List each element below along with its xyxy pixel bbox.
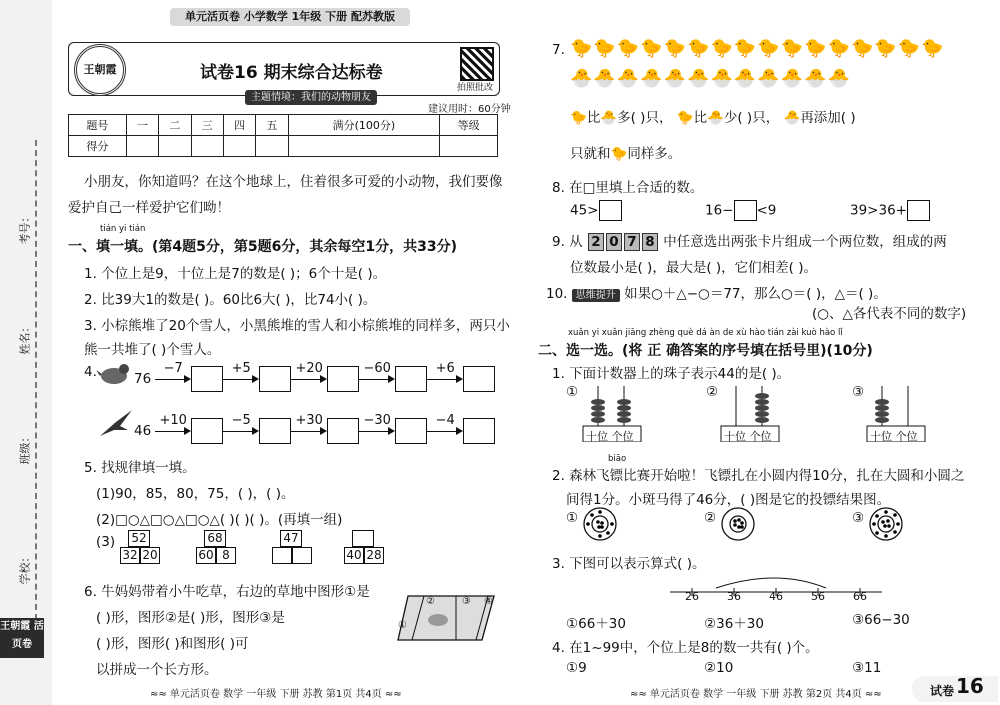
arrow: +6 xyxy=(427,367,463,391)
time-hint: 建议用时：60分钟 xyxy=(428,104,511,115)
s2q4-option-2[interactable]: ②10 xyxy=(704,660,734,676)
score-header: 四 xyxy=(223,115,255,136)
tick-label: 66 xyxy=(853,590,867,603)
q8-a: 45> xyxy=(570,200,622,221)
q10-line: 10. 思维提升 如果○＋△−○＝77，那么○＝( )，△＝( )。 xyxy=(546,286,887,302)
answer-box[interactable] xyxy=(259,418,291,444)
tick-label: 46 xyxy=(769,590,783,603)
q6-line2: ( )形，图形②是( )形，图形③是 xyxy=(96,610,285,626)
section1-pinyin: tián yi tián xyxy=(100,224,146,234)
answer-box[interactable] xyxy=(327,366,359,392)
digit-card: 7 xyxy=(624,233,640,251)
digit-card: 8 xyxy=(642,233,658,251)
option-label: ③ xyxy=(852,384,865,400)
chick-row: 🐣🐣🐣🐣🐣🐣🐣🐣🐣🐣🐣🐣 xyxy=(570,68,851,89)
qr-label: 拍照批改 xyxy=(457,83,494,93)
answer-box[interactable] xyxy=(395,366,427,392)
answer-box[interactable] xyxy=(463,418,495,444)
intro-line-2: 爱护自己一样爱护它们呦！ xyxy=(68,200,230,216)
footer-right: ≈≈ 单元活页卷 数学 一年级 下册 苏教 第2页 共4页 ≈≈ xyxy=(630,689,882,700)
arrow: +20 xyxy=(291,367,327,391)
s2q3-option-2[interactable]: ②36＋30 xyxy=(704,616,764,632)
q7-line1: 🐤比🐣多( )只， 🐤比🐣少( )只， 🐣再添加( ) xyxy=(570,110,856,126)
tick-label: 56 xyxy=(811,590,825,603)
exam-title: 试卷16 期末综合达标卷 xyxy=(200,63,383,83)
score-cell[interactable] xyxy=(191,136,223,157)
side-field-class: 班级： xyxy=(18,431,32,465)
side-field-name: 姓名： xyxy=(18,321,32,355)
q5-b: (2)□○△□○△□○△( )( )( )。(再填一组) xyxy=(96,512,343,528)
chick-icon: 🐣 xyxy=(783,110,801,126)
option-label: ① xyxy=(566,384,579,400)
arrow: +5 xyxy=(223,367,259,391)
s2q2-line1: 2. 森林飞镖比赛开始啦！飞镖扎在小圆内得10分，扎在大圆和小圆之 xyxy=(552,468,965,484)
q2: 2. 比39大1的数是( )。60比6大( )，比74小( )。 xyxy=(84,292,377,308)
score-header: 题号 xyxy=(69,115,127,136)
score-header: 一 xyxy=(126,115,158,136)
s2q3-option-1[interactable]: ①66＋30 xyxy=(566,616,626,632)
place-label: 十位 个位 xyxy=(724,430,772,443)
number-tree-1: 52 32 20 xyxy=(120,530,160,564)
answer-box[interactable] xyxy=(259,366,291,392)
tick-label: 36 xyxy=(727,590,741,603)
arrow: −60 xyxy=(359,367,395,391)
swallow-icon xyxy=(98,408,134,444)
option-label: ③ xyxy=(852,510,865,526)
score-header: 三 xyxy=(191,115,223,136)
thinking-badge: 思维提升 xyxy=(572,289,620,302)
side-binding-line xyxy=(35,140,41,620)
region-label-4: ④ xyxy=(484,596,493,607)
arrow: +10 xyxy=(155,419,191,443)
q7-line2: 只就和🐤同样多。 xyxy=(570,146,682,162)
q3-line2: 熊一共堆了( )个雪人。 xyxy=(84,342,221,358)
digit-card: 0 xyxy=(606,233,622,251)
s2q2-pinyin: biāo xyxy=(608,454,627,464)
section1-title: 一、填一填。(第4题5分，第5题6分，其余每空1分，共33分) xyxy=(68,239,457,255)
option-label: ① xyxy=(566,510,579,526)
s2q3-option-3[interactable]: ③66−30 xyxy=(852,612,910,628)
q8-title: 8. 在□里填上合适的数。 xyxy=(552,180,704,196)
duck-icon: 🐤 xyxy=(570,110,587,126)
q4-chain-1 xyxy=(134,361,495,392)
bird-icon xyxy=(96,360,132,392)
q6-line3: ( )形，图形( )和图形( )可 xyxy=(96,636,249,652)
side-field-school: 学校： xyxy=(18,551,32,585)
option-label: ② xyxy=(704,510,717,526)
score-table xyxy=(68,114,498,157)
arrow: −4 xyxy=(427,419,463,443)
answer-box[interactable] xyxy=(734,200,757,221)
score-cell[interactable] xyxy=(126,136,158,157)
footer-left: ≈≈ 单元活页卷 数学 一年级 下册 苏教 第1页 共4页 ≈≈ xyxy=(150,689,402,700)
arrow: −5 xyxy=(223,419,259,443)
region-label-2: ② xyxy=(426,596,435,607)
duck-icon: 🐤 xyxy=(676,110,694,126)
number-tree-4: 40 28 xyxy=(344,530,384,564)
q8-c: 39>36+ xyxy=(850,200,930,221)
s2q2-line2: 间得1分。小斑马得了46分，( )图是它的投镖结果图。 xyxy=(566,492,891,508)
arrow: −7 xyxy=(155,367,191,391)
answer-box[interactable] xyxy=(191,366,223,392)
s2q3-text: 3. 下图可以表示算式( )。 xyxy=(552,556,706,572)
chick-icon: 🐣 xyxy=(600,110,618,126)
tree-blank[interactable] xyxy=(352,530,374,547)
dart-board-3[interactable] xyxy=(868,506,904,546)
score-header: 满分(100分) xyxy=(288,115,440,136)
q9-line2: 位数最小是( )，最大是( )，它们相差( )。 xyxy=(570,260,817,276)
q1: 1. 个位上是9，十位上是7的数是( )；6个十是( )。 xyxy=(84,266,387,282)
answer-box[interactable] xyxy=(463,366,495,392)
s2q4-text: 4. 在1~99中，个位上是8的数一共有( )个。 xyxy=(552,640,819,656)
q10-note: (○、△各代表不同的数字) xyxy=(812,306,967,322)
side-field-exam-no: 考号： xyxy=(18,211,32,245)
chick-icon: 🐣 xyxy=(707,110,724,126)
score-header: 等级 xyxy=(440,115,498,136)
arrow: −30 xyxy=(359,419,395,443)
score-header: 二 xyxy=(159,115,191,136)
qr-code[interactable] xyxy=(460,47,494,81)
side-tab: 王朝霞 活页卷 xyxy=(0,618,44,658)
option-label: ② xyxy=(706,384,719,400)
score-cell[interactable] xyxy=(159,136,191,157)
corner-label: 试卷 xyxy=(930,684,955,698)
region-label-1: ① xyxy=(398,620,407,631)
grassland-figure xyxy=(396,592,496,648)
q9-line1: 9. 从 2 0 7 8 中任意选出两张卡片组成一个两位数，组成的两 xyxy=(552,234,947,250)
duck-icon: 🐤 xyxy=(610,146,628,162)
dart-board-2[interactable] xyxy=(720,506,756,546)
q5-c-label: (3) xyxy=(96,534,116,550)
section2-title: 二、选一选。(将 正 确答案的序号填在括号里)(10分) xyxy=(538,343,873,359)
score-header: 五 xyxy=(256,115,288,136)
s2q4-option-1[interactable]: ①9 xyxy=(566,660,587,676)
score-row-label: 得分 xyxy=(69,136,127,157)
top-banner: 单元活页卷 小学数学 1年级 下册 配苏教版 xyxy=(170,8,410,26)
tick-label: 26 xyxy=(685,590,699,603)
q5-title: 5. 找规律填一填。 xyxy=(84,460,196,476)
answer-box[interactable] xyxy=(327,418,359,444)
answer-box[interactable] xyxy=(191,418,223,444)
section2-pinyin: xuǎn yi xuǎn jiāng zhèng què dá àn de xù hào tián zài kuò hào lǐ xyxy=(568,328,843,338)
q4-start-1: 76 xyxy=(134,371,152,387)
digit-card: 2 xyxy=(588,233,604,251)
q6-line1: 6. 牛妈妈带着小牛吃草，右边的草地中图形①是 xyxy=(84,584,370,600)
corner-number: 16 xyxy=(956,674,984,698)
q7-label: 7. xyxy=(552,42,565,58)
answer-box[interactable] xyxy=(599,200,622,221)
place-label: 十位 个位 xyxy=(586,430,634,443)
q3-line1: 3. 小棕熊堆了20个雪人，小黑熊堆的雪人和小棕熊堆的同样多，两只小 xyxy=(84,318,510,334)
score-cell[interactable] xyxy=(223,136,255,157)
logo: 王朝霞 xyxy=(74,44,126,96)
theme-badge: 主题情境：我们的动物朋友 xyxy=(245,90,377,105)
tree-blank[interactable] xyxy=(272,547,292,564)
dart-board-1[interactable] xyxy=(582,506,618,546)
q8-b: 16− <9 xyxy=(705,200,776,221)
s2q4-option-3[interactable]: ③11 xyxy=(852,660,882,676)
number-tree-3: 47 xyxy=(272,530,312,564)
s2q1-text: 1. 下面计数器上的珠子表示44的是( )。 xyxy=(552,366,791,382)
corner-badge xyxy=(912,676,998,702)
q5-a: (1)90，85，80，75，( )，( )。 xyxy=(96,486,295,502)
duck-row-1: 🐤🐤🐤🐤🐤🐤🐤🐤🐤🐤🐤🐤🐤🐤🐤🐤 xyxy=(570,38,945,59)
q4-label: 4. xyxy=(84,364,97,380)
answer-box[interactable] xyxy=(395,418,427,444)
q6-line4: 以拼成一个长方形。 xyxy=(96,662,218,678)
q4-chain-2 xyxy=(134,413,495,444)
arrow: +30 xyxy=(291,419,327,443)
number-tree-2: 68 60 8 xyxy=(196,530,236,564)
q4-start-2: 46 xyxy=(134,423,152,439)
tree-blank[interactable] xyxy=(292,547,312,564)
score-cell[interactable] xyxy=(256,136,288,157)
score-cell[interactable] xyxy=(440,136,498,157)
region-label-3: ③ xyxy=(462,596,471,607)
score-cell[interactable] xyxy=(288,136,440,157)
answer-box[interactable] xyxy=(907,200,930,221)
place-label: 十位 个位 xyxy=(870,430,918,443)
intro-line-1: 小朋友，你知道吗？在这个地球上，住着很多可爱的小动物，我们要像 xyxy=(84,174,503,190)
